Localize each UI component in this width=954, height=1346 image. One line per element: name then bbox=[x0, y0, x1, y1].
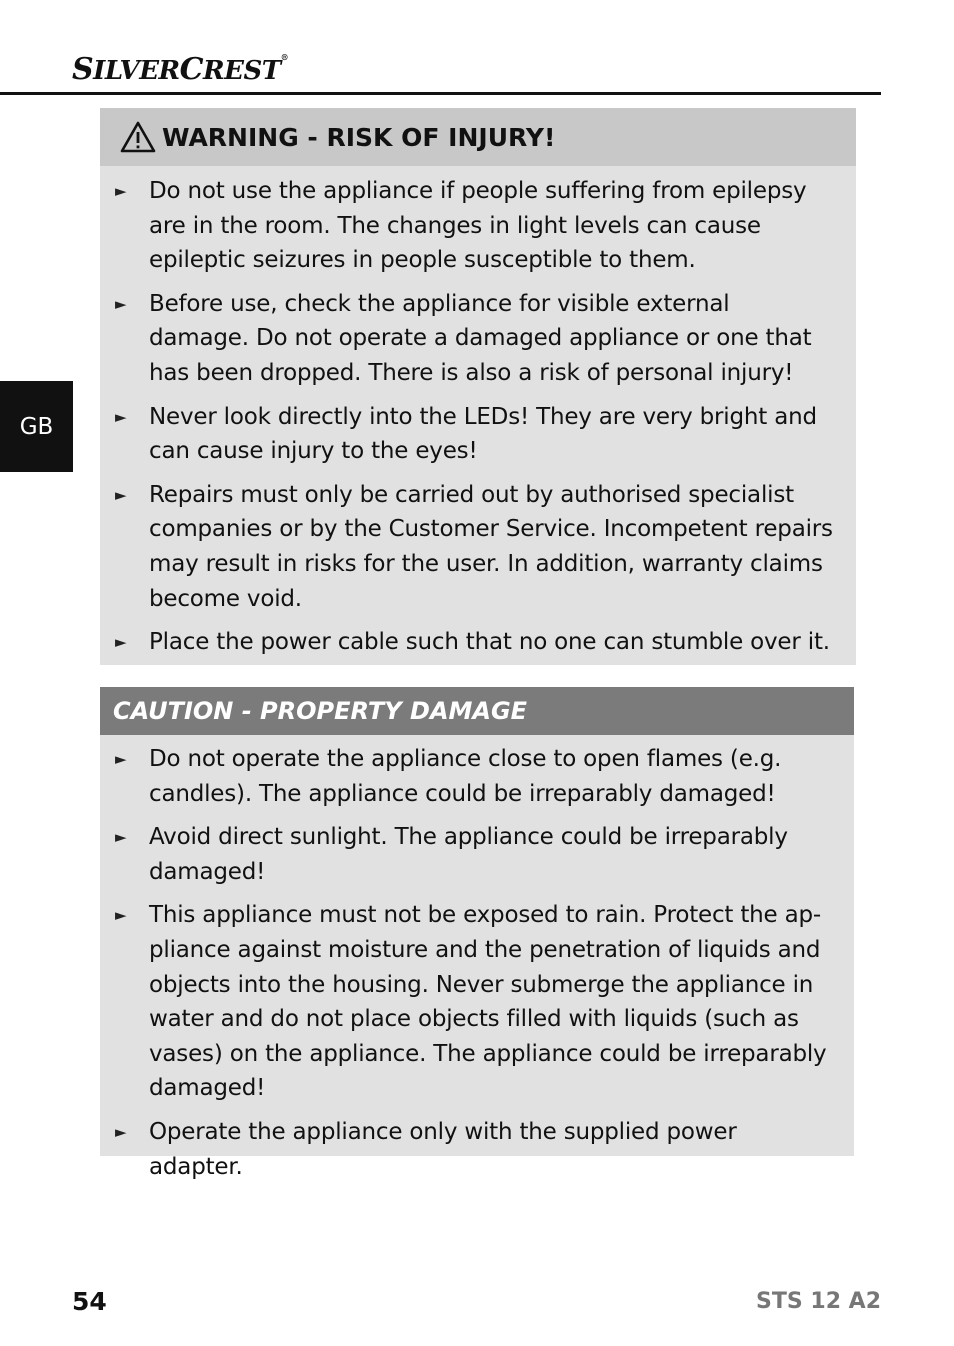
list-item-text: Never look directly into the LEDs! They are very bright and can cause injury to the eyes! bbox=[149, 403, 817, 465]
list-item-text: Place the power cable such that no one can stumble over it. bbox=[149, 629, 830, 656]
bullet-arrow-icon: ► bbox=[115, 407, 127, 426]
caution-header bbox=[100, 687, 854, 735]
list-item-text: Operate the appliance only with the supplied power adapter. bbox=[149, 1118, 737, 1180]
list-item bbox=[100, 174, 856, 278]
list-item bbox=[100, 478, 856, 616]
caution-box bbox=[100, 687, 854, 1180]
list-item bbox=[100, 625, 856, 660]
page-number: 54 bbox=[72, 1287, 107, 1316]
caution-list bbox=[100, 735, 854, 1184]
warning-list bbox=[100, 166, 856, 660]
list-item-text: Before use, check the appliance for visible external damage. Do not operate a damaged appliance or one that has been dropped. There is also a risk of personal injury! bbox=[149, 290, 812, 386]
list-item-text: Do not use the appliance if people suffering from epilepsy are in the room. The changes in light levels can cause epileptic seizures in people susceptible to them. bbox=[149, 178, 807, 274]
list-item-text: Avoid direct sunlight. The appliance could be irreparably damaged! bbox=[149, 824, 788, 885]
list-item bbox=[100, 1115, 854, 1184]
bullet-arrow-icon: ► bbox=[115, 1122, 127, 1141]
list-item bbox=[100, 898, 854, 1106]
language-tab bbox=[0, 381, 73, 472]
list-item bbox=[100, 400, 856, 469]
bullet-arrow-icon: ► bbox=[115, 485, 127, 504]
list-item bbox=[100, 742, 854, 811]
bullet-arrow-icon: ► bbox=[115, 633, 127, 652]
caution-title: CAUTION - PROPERTY DAMAGE bbox=[113, 697, 528, 725]
list-item bbox=[100, 287, 856, 391]
list-item-text: Do not operate the appliance close to open flames (e.g. candles). The appliance could be irreparably damaged! bbox=[149, 746, 782, 807]
bullet-arrow-icon: ► bbox=[115, 750, 127, 768]
bullet-arrow-icon: ► bbox=[115, 294, 127, 313]
bullet-arrow-icon: ► bbox=[115, 182, 127, 200]
list-item bbox=[100, 820, 854, 889]
warning-triangle-icon bbox=[120, 121, 156, 153]
silvercrest-logo: SILVERCREST® bbox=[72, 52, 289, 87]
list-item-text: Repairs must only be carried out by authorised specialist companies or by the Customer Service. Incompetent repairs may result in risks for the user. In addition, warranty claims become void. bbox=[149, 481, 833, 612]
warning-title: WARNING - RISK OF INJURY! bbox=[162, 122, 556, 152]
list-item-text: This appliance must not be exposed to rain. Protect the appliance against moisture and the penetration of liquids and objects into the housing. Never submerge the appliance in water and do not place objects filled with liquids (such as vases) on the appliance. The appliance could be irreparably damaged! bbox=[149, 902, 827, 1102]
warning-box bbox=[100, 108, 856, 665]
warning-header bbox=[100, 108, 856, 166]
language-tab-label: GB bbox=[19, 413, 54, 440]
bullet-arrow-icon: ► bbox=[115, 906, 127, 925]
model-number: STS 12 A2 bbox=[756, 1289, 881, 1314]
header-rule bbox=[0, 92, 881, 95]
bullet-arrow-icon: ► bbox=[115, 828, 127, 847]
